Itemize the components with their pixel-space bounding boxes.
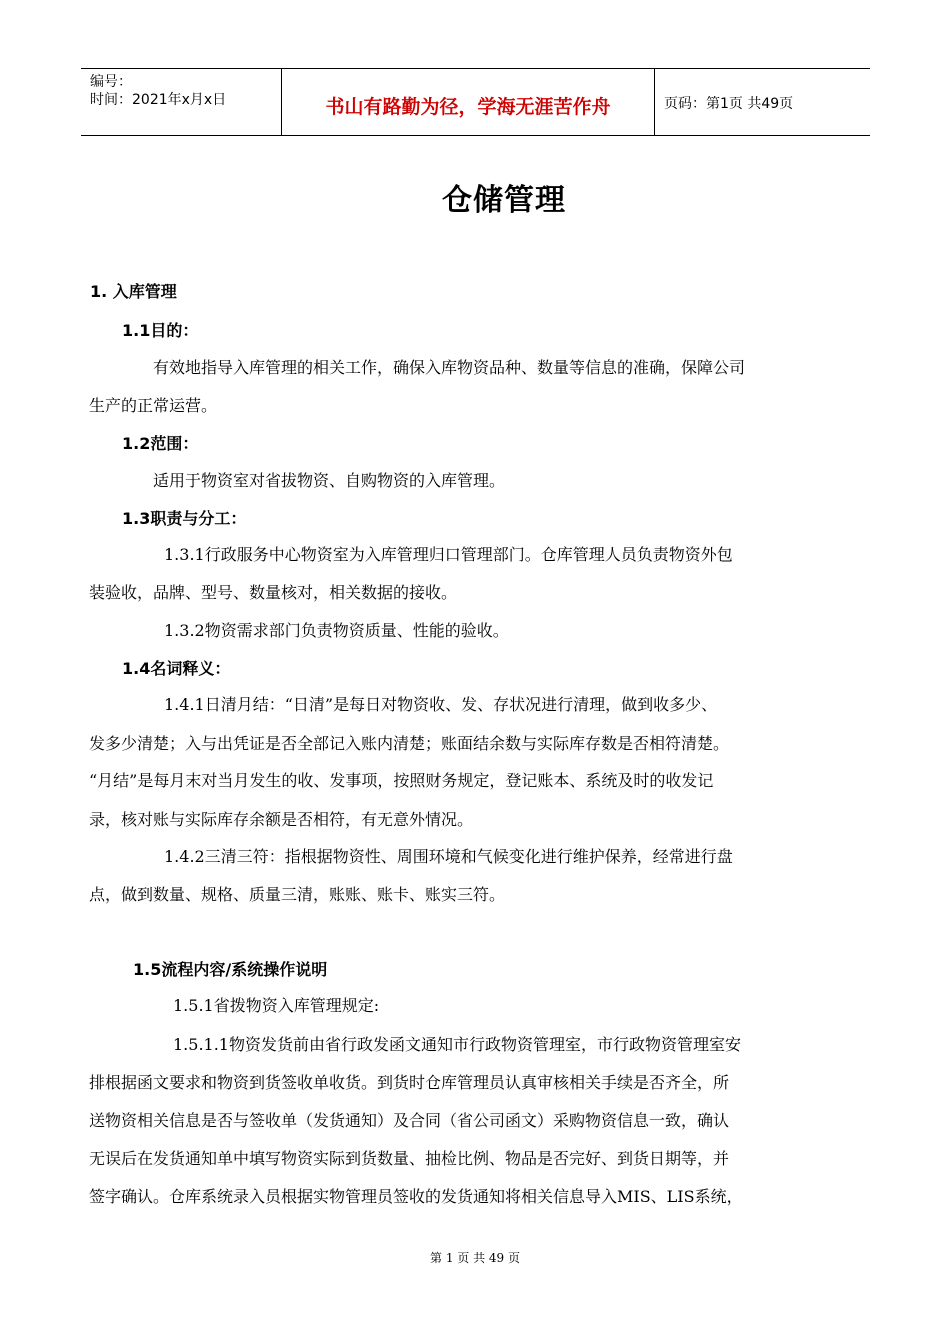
subsection-heading: 1.5流程内容/系统操作说明 (133, 960, 328, 979)
subsection-heading: 1.2范围： (122, 434, 199, 453)
paragraph-line: 1.4.1日清月结：“日清”是每日对物资收、发、存状况进行清理，做到收多少、 (164, 695, 718, 714)
paragraph-line: 生产的正常运营。 (89, 396, 218, 415)
paragraph-line: “月结”是每月末对当月发生的收、发事项，按照财务规定，登记账本、系统及时的收发记 (89, 771, 714, 790)
paragraph-line: 排根据函文要求和物资到货签收单收货。到货时仓库管理员认真审核相关手续是否齐全，所 (89, 1073, 730, 1092)
paragraph-line: 无误后在发货通知单中填写物资实际到货数量、抽检比例、物品是否完好、到货日期等，并 (89, 1149, 730, 1168)
paragraph-line: 签字确认。仓库系统录入员根据实物管理员签收的发货通知将相关信息导入MIS、LIS系统， (89, 1187, 743, 1206)
header-page-info: 页码：第1页 共49页 (664, 96, 794, 112)
document-title: 仓储管理 (442, 183, 566, 218)
document-time-label: 时间：2021年x月x日 (90, 92, 227, 108)
page-footer: 第 1 页 共 49 页 (430, 1251, 520, 1265)
subsection-heading: 1.4名词释义： (122, 659, 231, 678)
section-heading: 1. 入库管理 (90, 282, 177, 301)
paragraph-line: 录，核对账与实际库存余额是否相符，有无意外情况。 (89, 810, 474, 829)
paragraph-line: 有效地指导入库管理的相关工作，确保入库物资品种、数量等信息的准确，保障公司 (153, 358, 746, 377)
document-header (81, 68, 870, 136)
paragraph-line: 1.3.2物资需求部门负责物资质量、性能的验收。 (164, 621, 509, 640)
subsection-heading: 1.1目的： (122, 321, 199, 340)
paragraph-line: 发多少清楚；入与出凭证是否全部记入账内清楚；账面结余数与实际库存数是否相符清楚。 (89, 734, 730, 753)
header-meta (81, 69, 282, 135)
paragraph-line: 点，做到数量、规格、质量三清，账账、账卡、账实三符。 (89, 885, 506, 904)
paragraph-line: 1.3.1行政服务中心物资室为入库管理归口管理部门。仓库管理人员负责物资外包 (164, 545, 733, 564)
paragraph-line: 适用于物资室对省拔物资、自购物资的入库管理。 (153, 471, 506, 490)
paragraph-line: 1.5.1省拨物资入库管理规定: (173, 996, 380, 1015)
document-number-label: 编号： (90, 74, 132, 90)
paragraph-line: 1.4.2三清三符：指根据物资性、周围环境和气候变化进行维护保养，经常进行盘 (164, 847, 733, 866)
paragraph-line: 1.5.1.1物资发货前由省行政发函文通知市行政物资管理室，市行政物资管理室安 (173, 1035, 741, 1054)
subsection-heading: 1.3职责与分工： (122, 509, 247, 528)
header-motto: 书山有路勤为径，学海无涯苦作舟 (282, 69, 655, 135)
paragraph-line: 装验收，品牌、型号、数量核对，相关数据的接收。 (89, 583, 458, 602)
paragraph-line: 送物资相关信息是否与签收单（发货通知）及合同（省公司函文）采购物资信息一致，确认 (89, 1111, 730, 1130)
